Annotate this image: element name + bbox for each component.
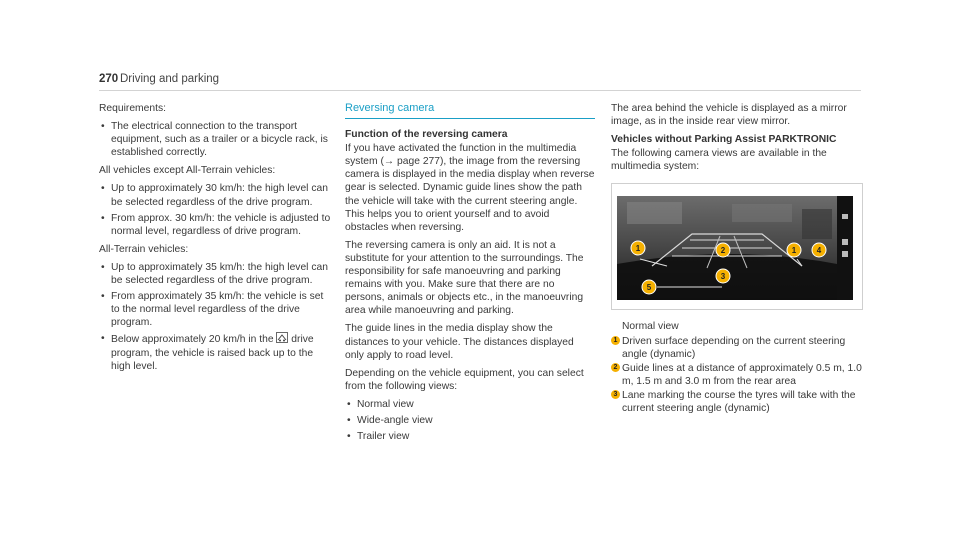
paragraph: The following camera views are available in the multimedia system: — [611, 148, 827, 173]
column-left — [99, 102, 331, 378]
requirements-label: Requirements: — [99, 103, 166, 114]
section-title: Driving and parking — [120, 73, 220, 85]
figure-caption-title: Normal view — [622, 321, 679, 333]
except-list — [99, 182, 331, 237]
allterrain-label: All-Terrain vehicles: — [99, 243, 189, 255]
requirements-list — [99, 120, 331, 159]
svg-text:3: 3 — [720, 272, 726, 282]
callout-number: 2 — [611, 363, 620, 372]
paragraph: The guide lines in the media display show the distances to your vehicle. The distances displayed only apply to road level. — [345, 323, 574, 361]
subheading: Vehicles without Parking Assist PARKTRONIC — [611, 134, 837, 146]
callout-badge — [787, 243, 801, 257]
paragraph: The reversing camera is only an aid. It is not a substitute for your attention to the surroundings. The responsibility for safe manoeuvring and parking remains with you. Make sure that there are no persons, animals or objects etc., in the manoeuvring area while manoeuvring and parking. — [345, 239, 584, 317]
page-number: 270 — [99, 73, 119, 85]
callout-number: 3 — [611, 390, 620, 399]
below-text-post: drive program, the vehicle is raised back up to the high level. — [111, 334, 314, 372]
section-heading: Reversing camera — [345, 102, 595, 119]
camera-view-illustration — [612, 184, 862, 309]
list-item: • Normal view — [345, 398, 595, 411]
caption-item — [611, 389, 863, 415]
callout-badge — [812, 243, 826, 257]
caption-text: Driven surface depending on the current steering angle (dynamic) — [622, 335, 846, 360]
list-item: • Trailer view — [345, 430, 595, 443]
list-item: • From approximately 35 km/h: the vehicle is set to the normal level regardless of the drive program. — [99, 290, 331, 329]
page-header — [99, 72, 861, 91]
callout-badge — [716, 243, 730, 257]
svg-text:4: 4 — [816, 246, 822, 256]
subheading: Function of the reversing camera — [345, 129, 508, 141]
offroad-drive-program-icon — [276, 332, 288, 343]
caption-item — [611, 362, 863, 388]
list-item: • Wide-angle view — [345, 414, 595, 427]
callout-number: 1 — [611, 336, 620, 345]
list-item: • Up to approximately 30 km/h: the high level can be selected regardless of the drive program. — [99, 182, 331, 208]
list-item: • Up to approximately 35 km/h: the high level can be selected regardless of the drive program. — [99, 261, 331, 287]
callout-badge — [716, 269, 730, 283]
list-item: • From approx. 30 km/h: the vehicle is adjusted to normal level, regardless of drive program. — [99, 212, 331, 238]
except-label: All vehicles except All-Terrain vehicles: — [99, 165, 276, 177]
paragraph: The area behind the vehicle is displayed as a mirror image, as in the inside rear view mirror. — [611, 103, 847, 128]
allterrain-list — [99, 261, 331, 373]
svg-text:2: 2 — [720, 246, 726, 256]
column-middle — [345, 102, 595, 448]
list-item — [99, 332, 331, 372]
paragraph: If you have activated the function in the multimedia system (→ page 277), the image from the reversing camera is displayed in the media display when reverse gear is selected. Dynamic guide lines show the path the vehicle will take with the current steering angle. This helps you to orient yourself and to avoid obstacles when reversing. — [345, 143, 595, 233]
caption-text: Lane marking the course the tyres will take with the current steering angle (dynamic) — [622, 389, 856, 415]
callout-badge — [631, 241, 645, 255]
below-text-pre: Below approximately 20 km/h in the — [111, 334, 274, 346]
column-right — [611, 102, 863, 416]
caption-text: Guide lines at a distance of approximately 0.5 m, 1.0 m, 1.5 m and 3.0 m from the rear area — [622, 362, 862, 387]
paragraph: Depending on the vehicle equipment, you can select from the following views: — [345, 367, 584, 392]
svg-text:1: 1 — [635, 244, 641, 254]
caption-item — [611, 335, 863, 361]
list-item: • The electrical connection to the transport equipment, such as a trailer or a bicycle rack, is established correctly. — [99, 120, 331, 159]
camera-view-figure — [611, 183, 863, 310]
callout-badge — [642, 280, 656, 294]
svg-text:5: 5 — [646, 283, 652, 293]
svg-text:1: 1 — [791, 246, 797, 256]
views-list — [345, 398, 595, 443]
